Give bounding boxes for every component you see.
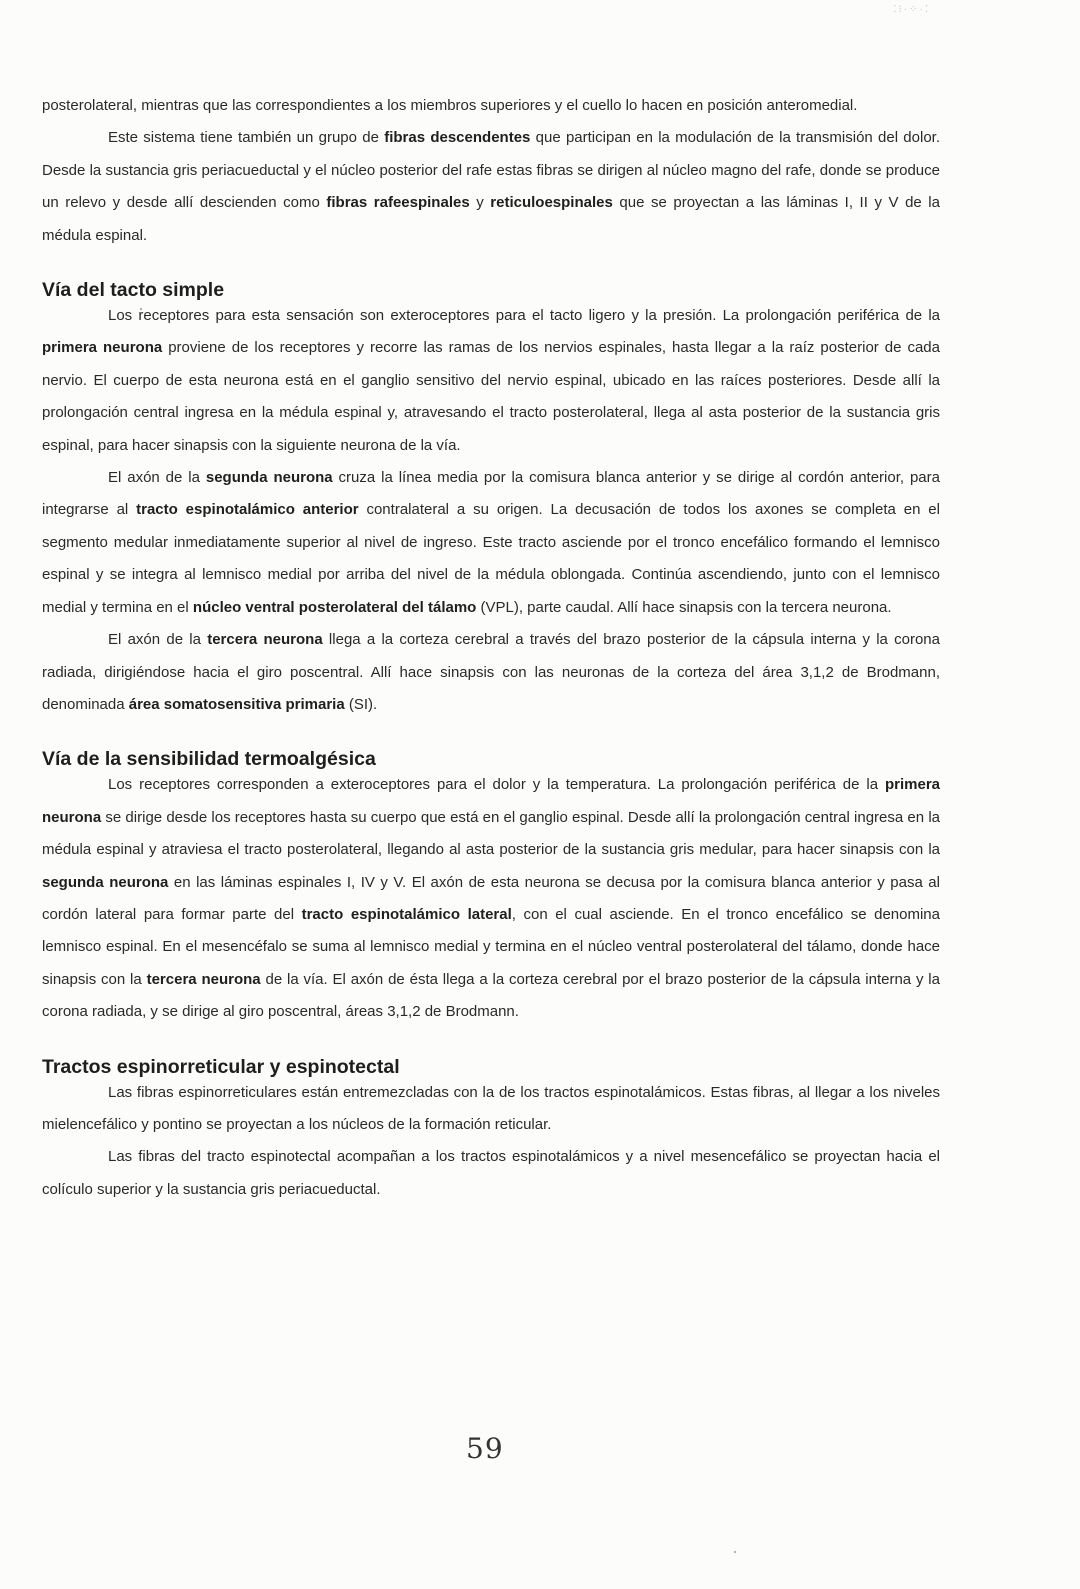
bold-term: primera neurona	[42, 776, 940, 826]
document-page	[42, 90, 940, 1206]
section-1-paragraph-1	[42, 300, 940, 462]
text-segment: cruza la línea media por la comisura blanca anterior y se dirige al cordón anterior, para integrarse al	[42, 469, 940, 519]
section-3-paragraph-1	[42, 1077, 940, 1142]
scan-artifact: ⁚⁝·⁘·⁚	[893, 4, 930, 15]
section-3-paragraph-2	[42, 1141, 940, 1206]
text-segment: Los receptores corresponden a exteroceptores para el dolor y la temperatura. La prolongación periférica de la	[108, 776, 885, 794]
bold-term: tercera neurona	[207, 631, 323, 649]
bold-term: primera neurona	[42, 339, 163, 357]
scan-speck	[734, 1551, 736, 1553]
section-gap	[42, 252, 940, 278]
section-heading-tacto-simple: Vía del tacto simple	[42, 279, 225, 302]
text-segment: Las fibras espinorreticulares están entremezcladas con la de los tractos espinotalámicos. Estas fibras, al llegar a los niveles mielencefálico y pontino se proyectan a los núcleos de la formación reticular.	[42, 1083, 940, 1133]
bold-term: área somatosensitiva primaria	[128, 695, 345, 713]
bold-term: segunda neurona	[205, 469, 333, 487]
text-segment: proviene de los receptores y recorre las ramas de los nervios espinales, hasta llegar a la raíz posterior de cada nervio. El cuerpo de esta neurona está en el ganglio sensitivo del nervio espinal, ubicado en las raíces posteriores. Desde allí la prolongación central ingresa en la médula espinal y, atravesando el tracto posterolateral, llega al asta posterior de la sustancia gris espinal, para hacer sinapsis con la siguiente neurona de la vía.	[42, 339, 940, 454]
text-segment: en las láminas espinales I, IV y V. El axón de esta neurona se decusa por la comisura blanca anterior y pasa al cordón lateral para formar parte del	[42, 873, 940, 923]
bold-term: tracto espinotalámico anterior	[136, 501, 359, 519]
section-gap	[42, 1029, 940, 1055]
text-segment: Las fibras del tracto espinotectal acompañan a los tractos espinotalámicos y a nivel mesencefálico se proyectan hacia el colículo superior y la sustancia gris periacueductal.	[42, 1148, 940, 1198]
text-segment: posterolateral, mientras que las correspondientes a los miembros superiores y el cuello lo hacen en posición anteromedial.	[42, 97, 858, 114]
section-heading-termoalgesica: Vía de la sensibilidad termoalgésica	[42, 748, 376, 771]
text-segment: llega a la corteza cerebral a través del brazo posterior de la cápsula interna y la corona radiada, dirigiéndose hacia el giro poscentral. Allí hace sinapsis con las neuronas de la corteza del área 3,1,2 de Brodmann, denominada	[42, 631, 940, 713]
bold-term: núcleo ventral posterolateral del tálamo	[192, 598, 477, 616]
text-segment: (SI).	[344, 695, 378, 713]
section-1-paragraph-3	[42, 624, 940, 721]
text-segment: que participan en la modulación de la transmisión del dolor. Desde la sustancia gris periacueductal y el núcleo posterior del rafe estas fibras se dirigen al núcleo magno del rafe, donde se produce un relevo y desde allí descienden como	[42, 129, 941, 212]
bold-term: tercera neurona	[146, 970, 261, 988]
text-segment: y	[469, 194, 491, 212]
text-segment: Este sistema tiene también un grupo de	[108, 129, 385, 147]
text-segment: Los receptores para esta sensación son exteroceptores para el tacto ligero y la presión. La prolongación periférica de la	[108, 307, 940, 325]
text-segment: contralateral a su origen. La decusación de todos los axones se completa en el segmento medular inmediatamente superior al nivel de ingreso. Este tracto asciende por el tronco encefálico formando el lemnisco espinal y se integra al lemnisco medial por arriba del nivel de la médula oblongada. Continúa ascendiendo, junto con el lemnisco medial y termina en el	[42, 501, 940, 616]
text-segment: (VPL), parte caudal. Allí hace sinapsis con la tercera neurona.	[476, 598, 892, 616]
text-segment: El axón de la	[108, 469, 206, 487]
text-segment: , con el cual asciende. En el tronco encefálico se denomina lemnisco espinal. En el mesencéfalo se suma al lemnisco medial y termina en el núcleo ventral posterolateral del tálamo, donde hace sinapsis con la	[42, 905, 940, 988]
text-segment: que se proyectan a las láminas I, II y V de la médula espinal.	[42, 194, 940, 244]
intro-paragraph-2	[42, 122, 940, 252]
section-2-paragraph-1	[42, 769, 940, 1028]
bold-term: fibras rafeespinales	[326, 194, 470, 212]
section-gap	[42, 721, 940, 747]
bold-term: fibras descendentes	[384, 129, 531, 147]
bold-term: tracto espinotalámico lateral	[301, 905, 512, 923]
text-segment: de la vía. El axón de ésta llega a la corteza cerebral por el brazo posterior de la cápsula interna y la corona radiada, y se dirige al giro poscentral, áreas 3,1,2 de Brodmann.	[42, 970, 940, 1021]
bold-term: segunda neurona	[42, 873, 169, 891]
bold-term: reticuloespinales	[490, 194, 613, 212]
intro-paragraph-1	[42, 90, 940, 122]
text-segment: El axón de la	[108, 631, 208, 649]
text-segment: se dirige desde los receptores hasta su cuerpo que está en el ganglio espinal. Desde allí la prolongación central ingresa en la médula espinal y atraviesa el tracto posterolateral, llegando al asta posterior de la sustancia gris medular, para hacer sinapsis con la	[42, 808, 940, 859]
section-heading-espinorreticular: Tractos espinorreticular y espinotectal	[42, 1055, 400, 1078]
section-1-paragraph-2	[42, 462, 940, 624]
page-number: 59	[466, 1432, 504, 1465]
